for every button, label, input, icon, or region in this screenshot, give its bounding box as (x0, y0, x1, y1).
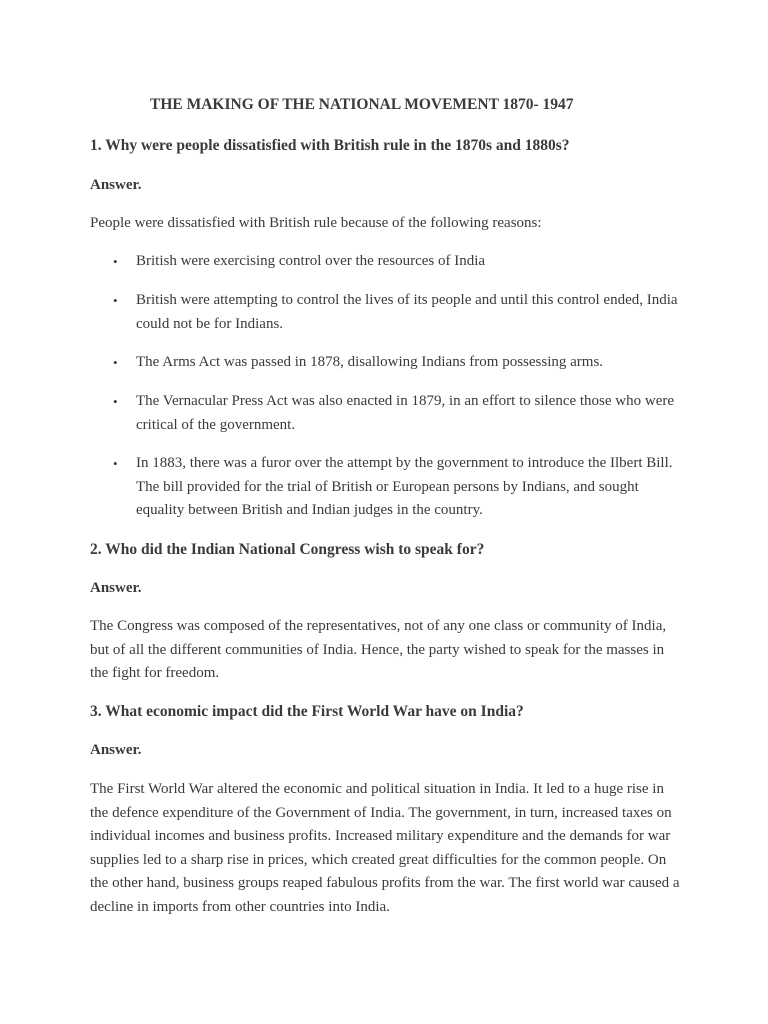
bullet-icon: • (113, 254, 118, 269)
answer-label-2: Answer. (90, 580, 142, 596)
bullet-icon: • (113, 456, 118, 471)
answer-1-intro: People were dissatisfied with British rule because of the following reasons: (90, 215, 542, 231)
list-item (90, 289, 685, 336)
list-item (90, 390, 685, 437)
bullet-icon: • (113, 355, 118, 370)
list-item-text: British were attempting to control the lives of its people and until this control ended, India could not be for Indians. (136, 292, 678, 332)
answer-2-body: The Congress was composed of the representatives, not of any one class or community of India, but of all the different communities of India. Hence, the party wished to speak for the masses in the fight for freedom. (90, 618, 667, 681)
question-1: 1. Why were people dissatisfied with British rule in the 1870s and 1880s? (90, 137, 570, 154)
answer-label-3: Answer. (90, 742, 142, 758)
list-item (90, 250, 685, 274)
bullet-icon: • (113, 394, 118, 409)
list-item-text: British were exercising control over the resources of India (136, 253, 486, 269)
list-item-text: The Arms Act was passed in 1878, disallowing Indians from possessing arms. (136, 354, 604, 370)
list-item (90, 351, 685, 375)
question-3: 3. What economic impact did the First World War have on India? (90, 703, 524, 720)
answer-label-1: Answer. (90, 177, 142, 193)
bullet-icon: • (113, 293, 118, 308)
list-item (90, 452, 685, 523)
list-item-text: In 1883, there was a furor over the attempt by the government to introduce the Ilbert Bill. The bill provided for the trial of British or European persons by Indians, and sought equality between British and Indian judges in the country. (136, 455, 673, 518)
document-title: THE MAKING OF THE NATIONAL MOVEMENT 1870- 1947 (150, 96, 574, 113)
answer-3-body: The First World War altered the economic and political situation in India. It led to a huge rise in the defence expenditure of the Government of India. The government, in turn, increased taxes on individual incomes and business profits. Increased military expenditure and the demands for war supplies led to a sharp rise in prices, which created great difficulties for the common people. On the other hand, business groups reaped fabulous profits from the war. The first world war caused a decline in imports from other countries into India. (90, 781, 680, 915)
question-2: 2. Who did the Indian National Congress wish to speak for? (90, 541, 485, 558)
list-item-text: The Vernacular Press Act was also enacted in 1879, in an effort to silence those who were critical of the government. (136, 393, 675, 433)
